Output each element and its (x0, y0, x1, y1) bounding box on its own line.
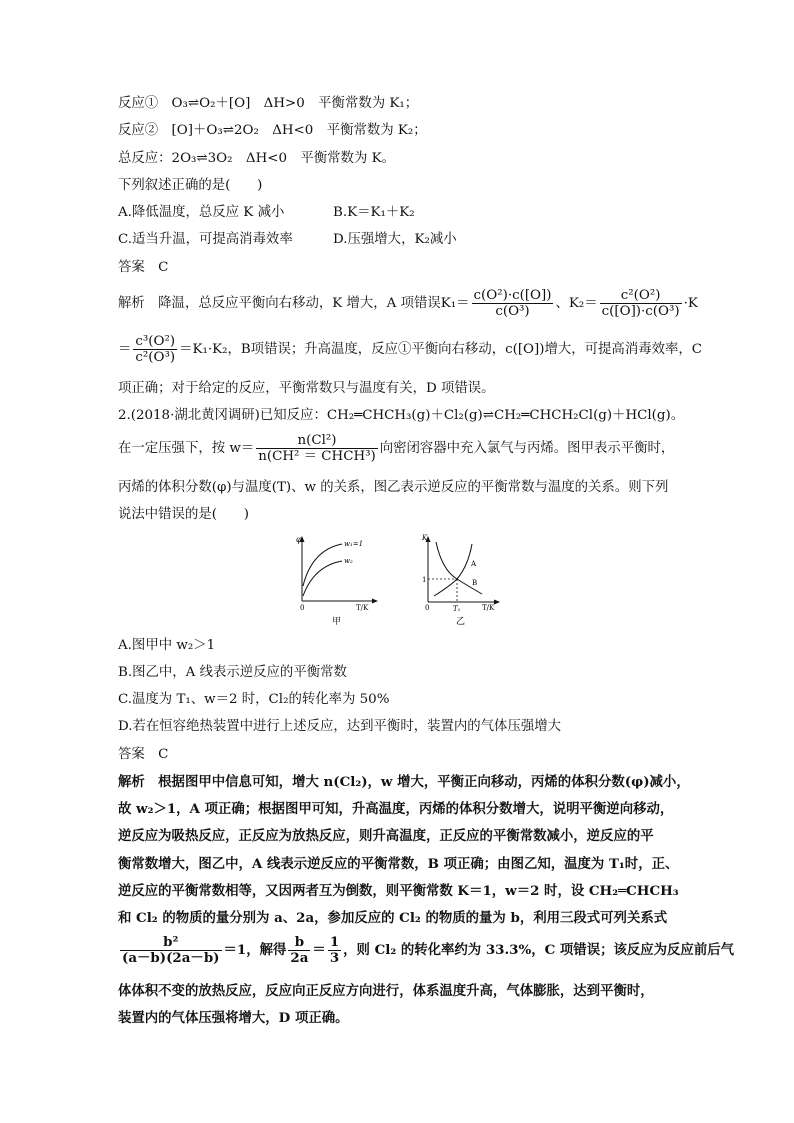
fraction-k2 (600, 288, 682, 319)
y-axis-label: K (422, 534, 428, 542)
total-reaction: 总反应：2O₃⇌3O₂ ΔH<0 平衡常数为 K。 (118, 151, 395, 166)
question-text: 向密闭容器中充入氯气与丙烯。图甲表示平衡时， (379, 441, 675, 456)
fraction-equilibrium (120, 935, 222, 966)
option-c: C.适当升温，可提高消毒效率 (118, 232, 293, 247)
curve-label-b: B (472, 579, 478, 587)
reaction-1: 反应① O₃⇌O₂＋[O] ΔH>0 平衡常数为 K₁； (118, 96, 419, 111)
tick-label-1: 1 (422, 576, 427, 584)
numerator: c²(O²) (600, 288, 682, 304)
y-axis-label: φ (296, 535, 302, 544)
explanation-2-line-1: 解析 根据图甲中信息可知，增大 n(Cl₂)，w 增大，平衡正向移动，丙烯的体积分数(φ)减小， (118, 774, 690, 790)
figure-caption: 甲 (332, 617, 342, 627)
series-label-w2: w₂ (344, 557, 353, 565)
question-stem: 下列叙述正确的是( ) (118, 178, 263, 193)
explanation-text: ＝1，解得 (223, 942, 287, 958)
explanation-line-2 (118, 334, 702, 365)
option-c: C.温度为 T₁、w＝2 时，Cl₂的转化率为 50% (118, 692, 390, 707)
figure-jia (282, 530, 382, 630)
numerator: b (288, 935, 310, 951)
explanation-text: 解析 降温，总反应平衡向右移动，K 增大，A 项错误K₁＝ (118, 296, 470, 311)
option-d: D.若在恒容绝热装置中进行上述反应，达到平衡时，装置内的气体压强增大 (118, 719, 562, 734)
denominator: (a－b)(2a－b) (122, 950, 220, 966)
explanation-text: ＝K₁·K₂，B项错误；升高温度，反应①平衡向右移动，c([O])增大，可提高消毒效率，C (179, 342, 703, 357)
question-2-line-3: 丙烯的体积分数(φ)与温度(T)、w 的关系，图乙表示逆反应的平衡常数与温度的关系。则下列 (118, 480, 669, 495)
curve-a (434, 544, 472, 596)
answer-2: 答案 C (118, 747, 169, 762)
fraction-k1 (472, 288, 554, 319)
denominator: 2a (290, 950, 309, 966)
answer-1: 答案 C (118, 260, 169, 275)
explanation-text: ＝ (312, 942, 326, 958)
numerator: n(Cl²) (256, 433, 377, 449)
explanation-2-line-9: 装置内的气体压强将增大，D 项正确。 (118, 1010, 349, 1026)
option-a: A.降低温度，总反应 K 减小 (118, 205, 285, 220)
fraction-one-third (328, 935, 341, 966)
explanation-2-line-5: 逆反应的平衡常数相等，又因两者互为倒数，则平衡常数 K＝1，w＝2 时，设 CH₂═CHCH₃ (118, 883, 679, 899)
curve-label-a: A (471, 560, 477, 568)
origin-label: 0 (425, 604, 430, 612)
fraction-b-over-2a (288, 935, 310, 966)
x-axis-label: T/K (482, 604, 495, 612)
explanation-text: ＝ (118, 342, 132, 357)
figure-yi (410, 530, 510, 630)
explanation-text: ，则 Cl₂ 的转化率约为 33.3%，C 项错误；该反应为反应前后气 (343, 942, 734, 958)
explanation-2-line-4: 衡常数增大，图乙中，A 线表示逆反应的平衡常数，B 项正确；由图乙知，温度为 T₁时，正、 (118, 856, 679, 872)
question-2-title: 2.(2018·湖北黄冈调研)已知反应：CH₂═CHCH₃(g)＋Cl₂(g)⇌CH₂═CHCH₂Cl(g)＋HCl(g)。 (118, 408, 685, 423)
numerator: c(O²)·c([O]) (473, 288, 552, 303)
denominator: 3 (329, 950, 340, 966)
tick-label-t1: T₁ (453, 605, 461, 613)
numerator: b² (120, 935, 222, 951)
question-2-line-4: 说法中错误的是( ) (118, 507, 249, 522)
curve-w1 (303, 544, 342, 586)
explanation-line-1 (118, 288, 698, 319)
numerator: 1 (329, 934, 340, 950)
denominator: c(O³) (495, 304, 530, 319)
explanation-2-line-7 (118, 935, 734, 966)
origin-label: 0 (300, 604, 305, 612)
series-label-w1: w₁=1 (344, 540, 364, 548)
numerator: c³(O²) (135, 334, 176, 349)
denominator: c²(O³) (135, 350, 176, 365)
option-a: A.图甲中 w₂＞1 (118, 638, 216, 653)
option-b: B.K＝K₁＋K₂ (333, 205, 415, 220)
question-2-line-2 (118, 433, 674, 464)
fraction-k (133, 334, 177, 365)
explanation-line-3: 项正确；对于给定的反应，平衡常数只与温度有关，D 项错误。 (118, 381, 495, 396)
explanation-text: 、K₂＝ (555, 296, 598, 311)
x-axis-label: T/K (356, 604, 369, 612)
x-axis-arrow (372, 599, 378, 604)
denominator: c([O])·c(O³) (601, 304, 680, 319)
curve-w2 (303, 561, 342, 596)
explanation-2-line-6: 和 Cl₂ 的物质的量分别为 a、2a，参加反应的 Cl₂ 的物质的量为 b，利用三段式可列关系式 (118, 910, 668, 926)
explanation-2-line-3: 逆反应为吸热反应，正反应为放热反应，则升高温度，正反应的平衡常数减小，逆反应的平 (118, 828, 654, 844)
option-b: B.图乙中，A 线表示逆反应的平衡常数 (118, 665, 347, 680)
explanation-2-line-2: 故 w₂＞1，A 项正确；根据图甲可知，升高温度，丙烯的体积分数增大，说明平衡逆向移动， (118, 801, 674, 817)
option-d: D.压强增大，K₂减小 (333, 232, 457, 247)
figure-caption: 乙 (456, 617, 466, 627)
x-axis-arrow (494, 600, 500, 605)
explanation-2-line-8: 体体积不变的放热反应，反应向正反应方向进行，体系温度升高，气体膨胀，达到平衡时， (118, 983, 654, 999)
explanation-text: ·K (683, 296, 698, 311)
reaction-2: 反应② [O]＋O₃⇌2O₂ ΔH<0 平衡常数为 K₂； (118, 123, 427, 138)
question-text: 在一定压强下，按 w＝ (118, 441, 255, 456)
denominator: n(CH² ＝ CHCH³) (258, 449, 376, 464)
fraction-w (256, 433, 377, 464)
